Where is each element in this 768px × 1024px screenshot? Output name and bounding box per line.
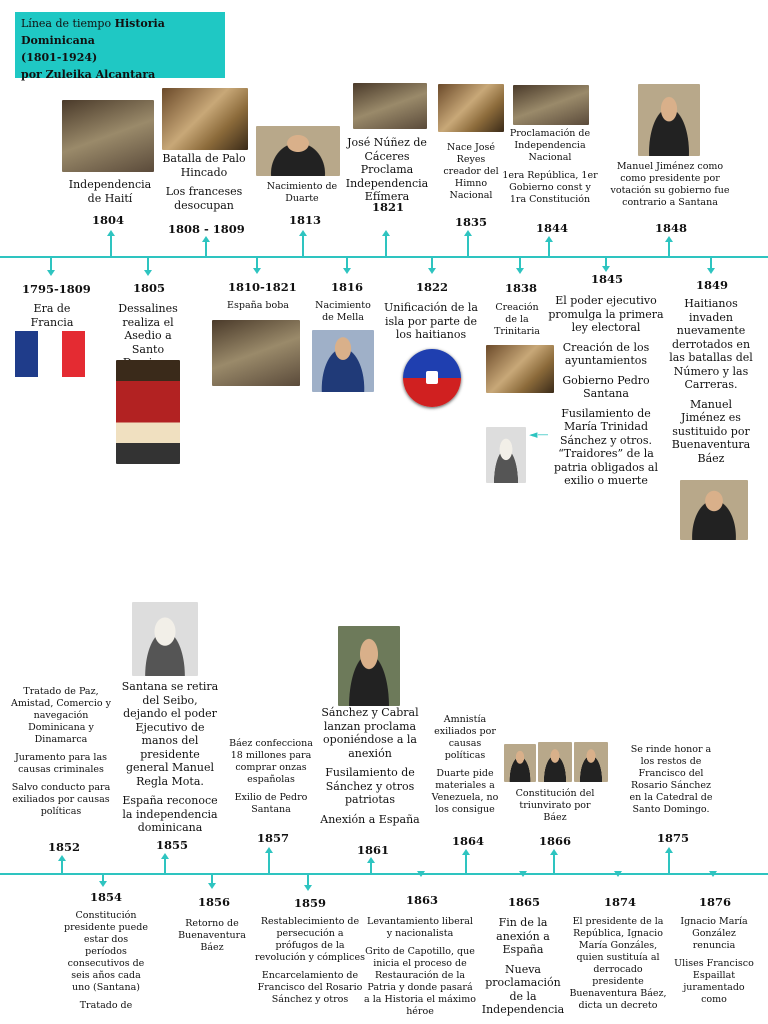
event-text: Encarcelamiento de Francisco del Rosario Sánchez y otros [257, 970, 363, 1005]
year-1816: 1816 [331, 280, 364, 294]
title-main: Historia Dominicana [21, 17, 165, 47]
event-1866 [510, 788, 600, 830]
year-1875: 1875 [657, 831, 690, 845]
tick-1805 [147, 258, 149, 274]
tick-1816 [346, 258, 348, 272]
year-1804: 1804 [92, 213, 125, 227]
event-1859 [254, 916, 366, 1012]
year-1821: 1821 [372, 200, 405, 214]
tick-1855 [164, 855, 166, 873]
event-reyes [438, 142, 504, 208]
event-text: Nueva proclamación de la Independencia [481, 962, 565, 1016]
event-text: Los franceses desocupan [165, 185, 243, 212]
tick-1822 [431, 258, 433, 272]
trinitaria-image [486, 345, 554, 393]
event-text: Se rinde honor a los restos de Francisco del Rosario Sánchez en la Catedral de Santo Domingo. [629, 744, 713, 815]
event-text: Tratado de Paz, Amistad, Comercio y navegación Dominicana y Dinamarca [10, 686, 111, 745]
event-text: Duarte pide materiales a Venezuela, no los consigue [431, 768, 499, 815]
event-text: Constitución presidente puede estar dos períodos consecutivos de seis años cada uno (Santana) [64, 910, 148, 993]
duarte-image [256, 126, 340, 176]
event-1865 [480, 916, 566, 1023]
title-prefix: Línea de tiempo [21, 17, 112, 30]
tick-1856 [211, 875, 213, 887]
tick-1810 [256, 258, 258, 272]
event-1854 [62, 910, 150, 1018]
event-text: Ignacio María González renuncia [680, 916, 748, 951]
event-unificacion [384, 301, 478, 348]
event-text: Era de Francia [30, 302, 74, 329]
event-text: España boba [227, 300, 289, 311]
event-mella [310, 300, 376, 330]
event-jimenez [608, 161, 732, 215]
triunvirato-image-2 [538, 742, 572, 782]
title-author-text: por Zuleika Alcantara [21, 68, 156, 81]
event-duarte-born [262, 181, 342, 211]
event-text: Unificación de la isla por parte de los haitianos [384, 301, 478, 341]
event-trinitaria [492, 302, 542, 344]
event-palo-hincado [158, 152, 250, 218]
event-text: El presidente de la República, Ignacio María Gonzáles, quien sustituía al derrocado presidente Buenaventura Báez, dicta un decreto [569, 916, 667, 1011]
tick-1795 [50, 258, 52, 274]
year-1845: 1845 [591, 272, 624, 286]
tick-1849 [710, 258, 712, 272]
espana-boba-image [212, 320, 300, 386]
event-text: El poder ejecutivo promulga la primera ley electoral [548, 294, 664, 334]
year-1849: 1849 [696, 278, 729, 292]
france-flag-image [15, 331, 85, 377]
year-1856: 1856 [198, 895, 231, 909]
event-text: Anexión a España [320, 812, 420, 826]
year-1864: 1864 [452, 834, 485, 848]
tick-1845 [605, 258, 607, 270]
year-1848: 1848 [655, 221, 688, 235]
tick-1844 [548, 238, 550, 256]
event-1852 [10, 686, 112, 824]
event-1855 [120, 680, 220, 841]
triunvirato-image-3 [574, 742, 608, 782]
proclamation-image [513, 85, 589, 125]
baez-image [680, 480, 748, 540]
event-text: 1era República, 1er Gobierno const y 1ra Constitución [502, 170, 598, 205]
year-1854: 1854 [90, 890, 123, 904]
tick-1808 [205, 238, 207, 256]
year-1855: 1855 [156, 838, 189, 852]
event-text: Fusilamiento de María Trinidad Sánchez y otros. “Traidores” de la patria obligados al exilio o muerte [553, 406, 659, 487]
tick-1864 [465, 851, 467, 873]
mella-image [312, 330, 374, 392]
year-1876: 1876 [699, 895, 732, 909]
title-line-1 [21, 15, 219, 49]
year-1835: 1835 [455, 215, 488, 229]
event-text: Fin de la anexión a España [496, 916, 550, 956]
event-text: Independencia de Haití [68, 178, 152, 205]
event-text: Manuel Jiménez es sustituido por Buenaventura Báez [671, 397, 751, 465]
event-text: José Núñez de Cáceres Proclama Independencia Efímera [345, 136, 429, 203]
event-1861 [318, 706, 422, 832]
year-1861: 1861 [357, 843, 390, 857]
tick-1861 [370, 859, 372, 873]
event-espana-boba [218, 300, 298, 318]
year-1822: 1822 [416, 280, 449, 294]
tick-1813 [302, 232, 304, 256]
tick-1875 [668, 849, 670, 873]
event-1875 [626, 744, 716, 822]
event-text: Batalla de Palo Hincado [162, 152, 246, 179]
event-text: Báez confecciona 18 millones para comprar onzas españolas [229, 738, 313, 785]
event-1849 [668, 297, 754, 471]
event-text: Levantamiento liberal y nacionalista [367, 916, 473, 939]
event-1876 [674, 916, 754, 1012]
event-text: Amnistía exiliados por causas políticas [434, 714, 496, 761]
event-haiti-independence [62, 178, 158, 211]
tick-1857 [268, 849, 270, 873]
event-text: Ulises Francisco Espaillat juramentado como [674, 958, 754, 1005]
event-1856 [172, 918, 252, 960]
year-1813: 1813 [289, 213, 322, 227]
reyes-image [438, 84, 504, 132]
event-text: Dessalines realiza el Asedio a Santo [118, 302, 178, 356]
event-text: Nacimiento de Duarte [266, 181, 338, 204]
tick-1852 [61, 857, 63, 873]
event-text: Salvo conducto para exiliados por causas políticas [11, 782, 111, 817]
year-1852: 1852 [48, 840, 81, 854]
event-text: Sánchez y Cabral lanzan proclama oponiéndose a la anexión [321, 706, 419, 760]
event-text: Nacimiento de Mella [315, 300, 371, 323]
title-box [15, 12, 225, 81]
year-1857: 1857 [257, 831, 290, 845]
haiti-independence-image [62, 100, 154, 172]
title-author [21, 66, 219, 83]
event-text: Fusilamiento de Sánchez y otros patriotas [325, 766, 415, 806]
event-text: Creación de los ayuntamientos [562, 340, 650, 367]
year-1866: 1866 [539, 834, 572, 848]
event-text: Exilio de Pedro Santana [234, 792, 308, 815]
timeline-axis-2 [0, 873, 768, 875]
event-nunez [338, 136, 436, 210]
event-text: Haitianos invaden nuevamente derrotados en las batallas del Número y las Carreras. [669, 297, 753, 391]
nunez-image [353, 83, 427, 129]
tick-1866 [553, 851, 555, 873]
triunvirato-image-1 [504, 744, 536, 782]
tick-1854 [102, 875, 104, 885]
event-proclamation [500, 128, 600, 212]
mota-image [132, 602, 198, 676]
event-text: Tratado de [79, 1000, 133, 1011]
year-1844: 1844 [536, 221, 569, 235]
tick-1804 [110, 232, 112, 256]
event-text: Proclamación de Independencia Nacional [509, 128, 591, 163]
tick-1835 [467, 232, 469, 256]
haiti-flag-image [403, 349, 461, 407]
event-text: Santana se retira del Seibo, dejando el poder Ejecutivo de manos del presidente general Manuel Regla Mota. [121, 680, 219, 788]
maria-trinidad-image [486, 427, 526, 483]
palo-hincado-image [162, 88, 248, 150]
event-1845 [546, 294, 666, 494]
event-text: Grito de Capotillo, que inicia el proceso de Restauración de la Patria y donde pasará a la Historia el máximo héroe [364, 946, 476, 1017]
year-1863: 1863 [406, 893, 439, 907]
year-1874: 1874 [604, 895, 637, 909]
jimenez-image [638, 84, 700, 156]
timeline-axis-1 [0, 256, 768, 258]
tick-1838 [519, 258, 521, 272]
year-1859: 1859 [294, 896, 327, 910]
tick-1848 [668, 238, 670, 256]
event-text: Gobierno Pedro Santana [562, 373, 650, 400]
event-text: Manuel Jiménez como como presidente por votación su gobierno fue contrario a Santana [610, 161, 730, 208]
title-years [21, 49, 219, 66]
arrow-left-icon: ◄— [529, 428, 549, 441]
dessalines-image [116, 360, 180, 464]
event-1857 [224, 738, 318, 822]
event-text: Restablecimiento de persecución a prófugos de la revolución y cómplices [254, 916, 366, 963]
event-1863 [364, 916, 476, 1024]
year-1810: 1810-1821 [228, 280, 297, 294]
event-text: Juramento para las causas criminales [15, 752, 107, 775]
year-1865: 1865 [508, 895, 541, 909]
title-years-text: (1801-1924) [21, 51, 98, 64]
event-text: Creación de la Trinitaria [494, 302, 540, 337]
event-1864 [430, 714, 500, 822]
tick-1859 [307, 875, 309, 889]
year-1808: 1808 - 1809 [168, 222, 245, 236]
year-1795: 1795-1809 [22, 282, 91, 296]
year-1838: 1838 [505, 281, 538, 295]
event-text: España reconoce la independencia dominicana [122, 794, 218, 834]
event-text: Retorno de Buenaventura Báez [178, 918, 246, 953]
event-text: Nace José Reyes creador del Himno Nacional [443, 142, 499, 201]
event-text: Constitución del triunvirato por Báez [515, 788, 595, 823]
year-1805: 1805 [133, 281, 166, 295]
tick-1821 [385, 232, 387, 256]
event-1874 [568, 916, 668, 1018]
sanchez-image [338, 626, 400, 706]
